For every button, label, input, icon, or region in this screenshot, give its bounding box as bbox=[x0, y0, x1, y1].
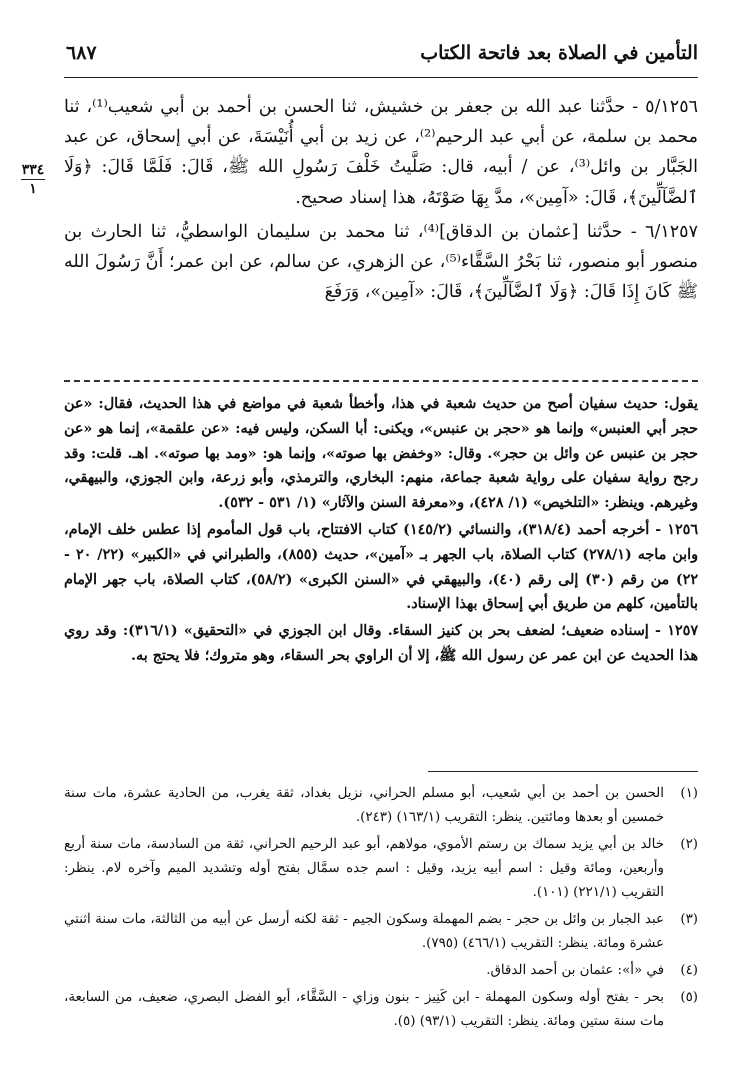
footnotes bbox=[64, 782, 698, 1037]
footnote-text: الحسن بن أحمد بن أبي شعيب، أبو مسلم الحراني، نزيل بغداد، ثقة يغرب، من الحادية عشرة، مات سنة خمسين أو بعدها ومائتين. ينظر: التقريب (١٦٣/١) (٢٤٣). bbox=[64, 786, 664, 825]
footnote bbox=[64, 782, 698, 830]
folio-number: ٣٣٤ bbox=[21, 162, 45, 178]
hadith-1257: ٦/١٢٥٧ - حدَّثنا [عثمان بن الدقاق]⁽⁴⁾، ثنا محمد بن سليمان الواسطيُّ، ثنا الحارث بن منصور أبو منصور، ثنا بَحْرُ السَّقَّاء⁽⁵⁾، عن الزهري، عن سالم، عن ابن عمر؛ أَنَّ رَسُولَ الله ﷺ كَانَ إِذَا قَالَ: ﴿وَلَا ٱلضَّآلِّينَ﴾، قَالَ: «آمِين»، وَرَفَعَ bbox=[64, 221, 698, 303]
footnote-number: (٣) bbox=[680, 912, 698, 927]
footnote-number: (٢) bbox=[680, 837, 698, 852]
footnote bbox=[64, 986, 698, 1034]
hadith-1256: ٥/١٢٥٦ - حدَّثنا عبد الله بن جعفر بن خشيش، ثنا الحسن بن أحمد بن أبي شعيب⁽¹⁾، ثنا محمد بن سلمة، عن أبي عبد الرحيم⁽²⁾، عن زيد بن أبي أُنَيْسَةَ، عن أبي إسحاق، عن عبد الجَبَّار بن وائل⁽³⁾، عن / أبيه، قال: صَلَّيتُ خَلْفَ رَسُولِ الله ﷺ، قَالَ: فَلَمَّا قَالَ: ﴿وَلَا ٱلضَّآلِّينَ﴾، قَالَ: «آمِين»، مدَّ بِهَا صَوْتَهُ، هذا إسناد صحيح. bbox=[64, 97, 699, 208]
note-1257: ١٢٥٧ - إسناده ضعيف؛ لضعف بحر بن كنيز السقاء. وقال ابن الجوزي في «التحقيق» (٣١٦/١): وقد روي هذا الحديث عن ابن عمر عن رسول الله ﷺ، إلا أن الراوي بحر السقاء، وهو متروك؛ فلا يحتج به. bbox=[64, 623, 698, 664]
footnote bbox=[64, 833, 698, 905]
footnote bbox=[64, 959, 698, 983]
note-1256: ١٢٥٦ - أخرجه أحمد (٣١٨/٤)، والنسائي (١٤٥/٢) كتاب الافتتاح، باب قول المأموم إذا عطس خلف الإمام، وابن ماجه (٢٧٨/١) كتاب الصلاة، باب الجهر بـ «آمين»، حديث (٨٥٥)، والطبراني في «الكبير» (٢٢/ ٢٠ - ٢٢) من رقم (٣٠) إلى رقم (٤٠)، والبيهقي في «السنن الكبرى» (٥٨/٢)، كتاب الصلاة، باب جهر الإمام بالتأمين، كلهم من طريق أبي إسحاق بهذا الإسناد. bbox=[64, 521, 699, 613]
footnote-number: (١) bbox=[680, 786, 698, 801]
manuscript-folio-marker bbox=[18, 162, 48, 197]
footnote-number: (٥) bbox=[680, 990, 698, 1005]
folio-divider bbox=[21, 179, 45, 180]
page-header bbox=[64, 36, 698, 78]
footnote-text: عبد الجبار بن وائل بن حجر - بضم المهملة وسكون الجيم - ثقة لكنه أرسل عن أبيه من الثالثة، مات سنة اثنتي عشرة ومائة. ينظر: التقريب (٤٦٦/١) (٧٩٥). bbox=[64, 912, 664, 951]
page-number: ٦٨٧ bbox=[66, 42, 97, 64]
folio-side: ١ bbox=[29, 181, 37, 197]
footnote-text: بحر - بفتح أوله وسكون المهملة - ابن كَنِيز - بنون وزاي - السَّقَّاء، أبو الفضل البصري، ضعيف، من السابعة، مات سنة ستين ومائة. ينظر: التقريب (٩٣/١) (٥). bbox=[64, 990, 664, 1029]
chapter-title: التأمين في الصلاة بعد فاتحة الكتاب bbox=[420, 42, 698, 64]
header-divider bbox=[64, 77, 698, 78]
footnote-divider bbox=[428, 771, 698, 772]
footnote-text: في «أ»: عثمان بن أحمد الدقاق. bbox=[486, 963, 664, 978]
note-continuation: يقول: حديث سفيان أصح من حديث شعبة في هذا، وأخطأ شعبة في مواضع في هذا الحديث، فقال: «عن حجر أبي العنبس» وإنما هو «حجر بن عنبس»، ويكنى: أبا السكن، وليس فيه: «عن علقمة»، إنما هو «عن حجر بن عنبس عن وائل بن حجر». وقال: «وخفض بها صوته»، وإنما هو: «ومد بها صوته». اهـ. قلت: وقد رجح رواية سفيان على رواية شعبة جماعة، منهم: البخاري، والترمذي، وأبو زرعة، وابن الجوزي، والبيهقي، وغيرهم. وينظر: «التلخيص» (١/ ٤٢٨)، و«معرفة السنن والآثار» (١/ ٥٣١ - ٥٣٢). bbox=[64, 396, 698, 512]
commentary-notes bbox=[64, 392, 698, 671]
footnote bbox=[64, 908, 698, 956]
main-text bbox=[64, 92, 698, 307]
footnote-number: (٤) bbox=[680, 963, 698, 978]
dashed-separator bbox=[64, 380, 698, 382]
footnote-text: خالد بن أبي يزيد سماك بن رستم الأموي، مولاهم، أبو عبد الرحيم الحراني، ثقة من السادسة، مات سنة أربع وأربعين، ومائة وقيل : اسم أبيه يزيد، وقيل : اسم جده سمَّال بفتح أوله وتشديد الميم وآخره لام. ينظر: التقريب (٢٢١/١) (١٠١). bbox=[64, 837, 664, 900]
